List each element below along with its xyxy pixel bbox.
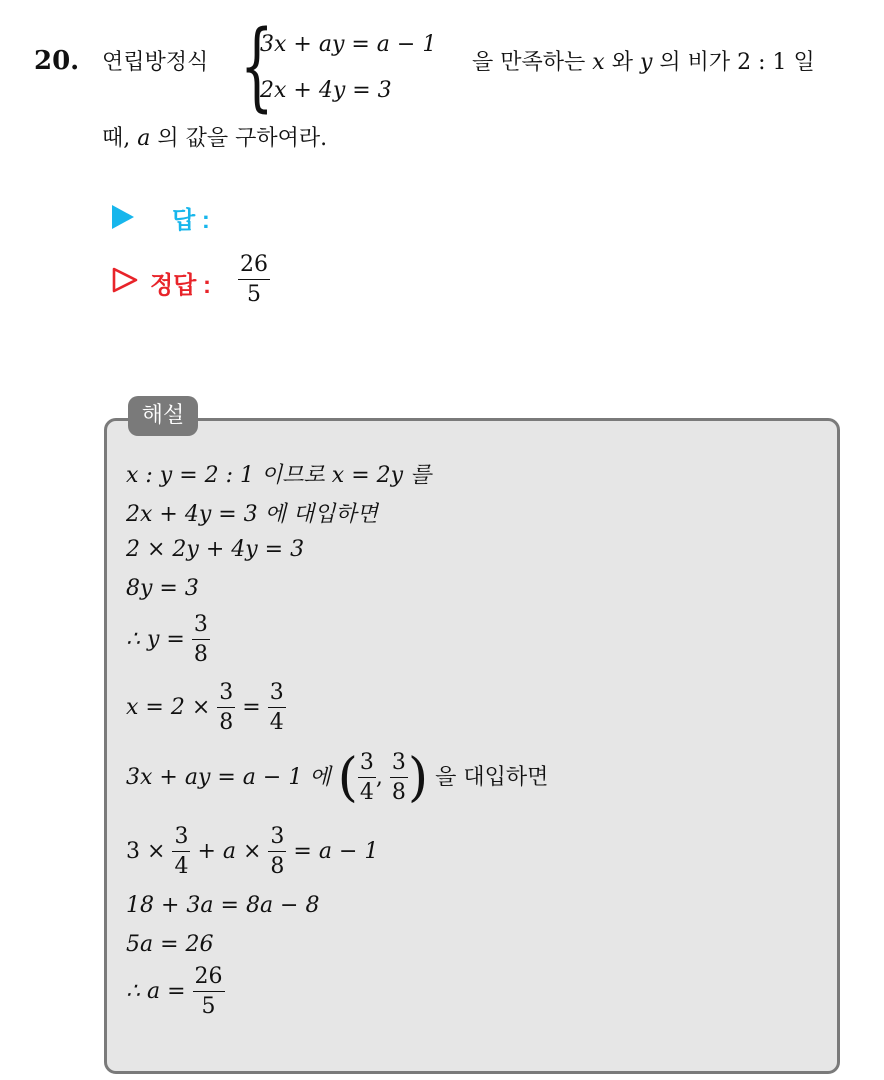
- solution-line-2: 2x + 4y = 3 에 대입하면: [126, 502, 378, 527]
- fraction: [193, 966, 225, 1018]
- problem-suffix-1: 을 만족하는: [472, 50, 586, 75]
- solution-line-8-a: 3 ×: [126, 839, 166, 864]
- solution-tag: 해설: [128, 396, 198, 436]
- denominator: 5: [193, 991, 225, 1018]
- denominator: 8: [268, 851, 286, 878]
- numerator: 3: [391, 750, 406, 775]
- correct-answer-denominator: 5: [238, 279, 270, 306]
- solution-line-7-right: 을 대입하면: [435, 765, 549, 790]
- correct-answer-numerator: 26: [240, 252, 268, 277]
- outline-play-icon: [112, 267, 138, 293]
- var-y: y: [639, 50, 653, 75]
- solution-line-8-b: + a ×: [197, 839, 262, 864]
- var-a: a: [137, 126, 151, 151]
- solution-line-6-left: x = 2 ×: [126, 695, 211, 720]
- system-brace: {: [240, 10, 274, 122]
- solution-line-4: 8y = 3: [126, 576, 199, 601]
- numerator: 3: [193, 612, 208, 637]
- solution-line-8-c: = a − 1: [293, 839, 379, 864]
- solution-line-11-left: ∴ a =: [126, 979, 186, 1004]
- problem-prefix: 연립방정식: [102, 50, 209, 75]
- fraction: [268, 826, 286, 878]
- solution-line-11: [126, 966, 225, 1018]
- solution-line-3: 2 × 2y + 4y = 3: [126, 537, 305, 562]
- var-x: x: [592, 50, 605, 75]
- fraction: [172, 826, 190, 878]
- problem-line2-a: 때,: [102, 126, 131, 151]
- solution-line-10: 5a = 26: [126, 932, 214, 957]
- fraction: [268, 682, 286, 734]
- denominator: 8: [217, 707, 235, 734]
- problem-suffix-2: 와: [611, 50, 633, 75]
- numerator: 3: [219, 680, 234, 705]
- correct-answer-label: 정답 :: [150, 272, 212, 299]
- right-paren: ): [407, 748, 429, 808]
- fraction: [390, 752, 408, 804]
- fraction: [192, 614, 210, 666]
- answer-label: 답 :: [172, 207, 210, 234]
- problem-line2-b: 의 값을 구하여라.: [157, 126, 328, 151]
- solution-line-6: [126, 682, 286, 734]
- system-equation-2: 2x + 4y = 3: [260, 78, 392, 103]
- denominator: 8: [192, 639, 210, 666]
- solution-line-1: x : y = 2 : 1 이므로 x = 2y 를: [126, 463, 432, 488]
- solution-line-8: [126, 826, 378, 878]
- solution-line-9: 18 + 3a = 8a − 8: [126, 893, 320, 918]
- system-equation-1: 3x + ay = a − 1: [260, 32, 437, 57]
- equals-sign: =: [242, 695, 261, 720]
- denominator: 4: [172, 851, 190, 878]
- numerator: 3: [270, 824, 285, 849]
- fraction: [358, 752, 376, 804]
- denominator: 8: [390, 777, 408, 804]
- numerator: 3: [269, 680, 284, 705]
- numerator: 3: [174, 824, 189, 849]
- problem-text-line1: [472, 52, 815, 74]
- problem-text-line2: [102, 128, 327, 150]
- left-paren: (: [337, 748, 358, 808]
- denominator: 4: [268, 707, 286, 734]
- problem-suffix-3: 의 비가 2 : 1 일: [659, 50, 815, 75]
- numerator: 26: [194, 964, 223, 989]
- comma: ,: [375, 765, 383, 790]
- solution-line-5: [126, 614, 210, 666]
- denominator: 4: [358, 777, 376, 804]
- play-icon: [112, 205, 134, 229]
- correct-answer-value: [238, 254, 270, 306]
- solution-line-7: [126, 748, 549, 808]
- solution-line-7-left: 3x + ay = a − 1 에: [126, 765, 331, 790]
- solution-line-5-left: ∴ y =: [126, 627, 185, 652]
- problem-number: 20.: [34, 46, 80, 76]
- fraction: [217, 682, 235, 734]
- correct-answer-fraction: [238, 254, 270, 306]
- numerator: 3: [359, 750, 374, 775]
